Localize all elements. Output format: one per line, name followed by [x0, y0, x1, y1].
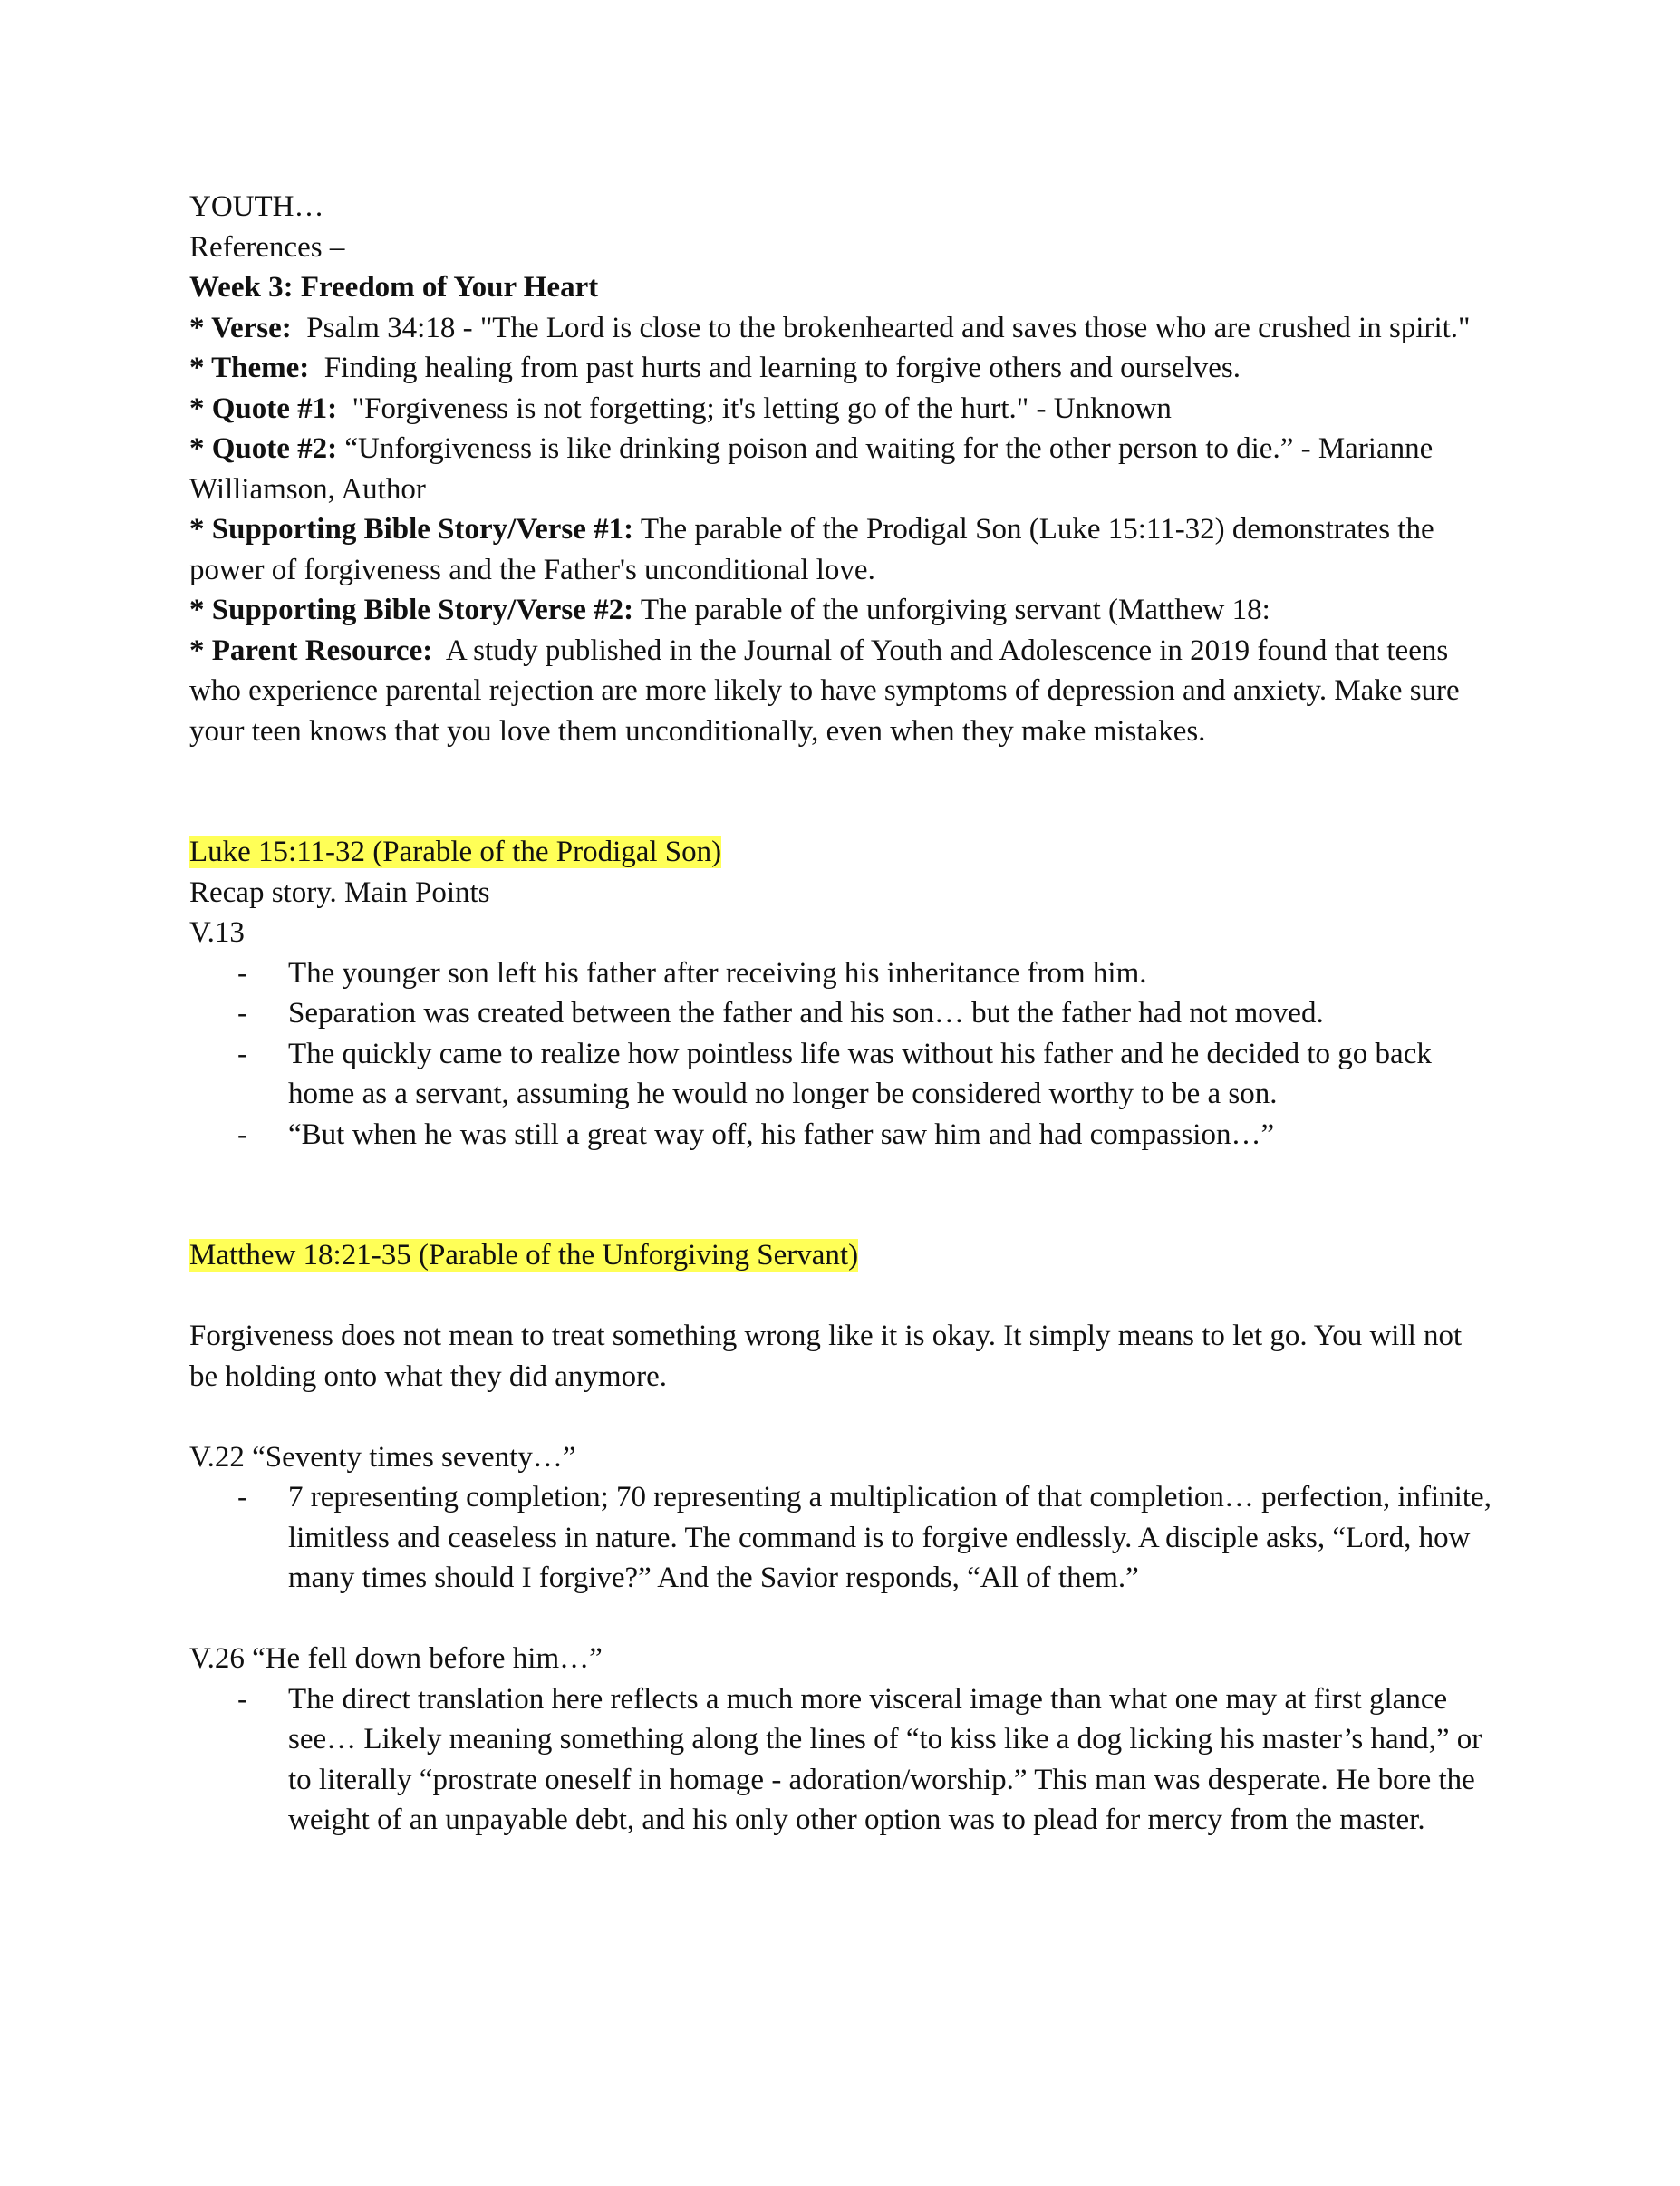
- list-item-text: - The quickly came to realize how pointless life was without his father and he decided to go back home as a servant, assuming he would no longer be considered worthy to be a son.: [288, 1037, 1432, 1110]
- list-item: [189, 1477, 1494, 1599]
- spacer: [189, 751, 1494, 832]
- entry-label: * Theme:: [189, 352, 310, 384]
- entry-text: “Unforgiveness is like drinking poison and waiting for the other person to die.” - Marianne Williamson, Author: [189, 432, 1434, 506]
- references-label: References –: [189, 230, 345, 264]
- entry-supporting-2: [189, 590, 1494, 631]
- list-item: [189, 1034, 1494, 1115]
- matthew-heading: [189, 1235, 1494, 1276]
- doc-title: YOUTH…: [189, 190, 324, 223]
- entry-supporting-1: [189, 509, 1494, 590]
- entry-label: * Supporting Bible Story/Verse #2:: [189, 594, 634, 626]
- entry-parent-resource: [189, 631, 1494, 752]
- entry-text: A study published in the Journal of Youth and Adolescence in 2019 found that teens who experience parental rejection are more likely to have symptoms of depression and anxiety. Make sure your teen knows that you love them unconditionally, even when they make mistakes.: [189, 634, 1460, 748]
- entry-label: * Verse:: [189, 311, 292, 344]
- entry-quote-1: [189, 389, 1494, 430]
- document-body: [189, 187, 1494, 1841]
- entry-label: * Quote #2:: [189, 432, 338, 465]
- spacer: [189, 1276, 1494, 1317]
- list-item: [189, 1115, 1494, 1156]
- entry-text: The parable of the Prodigal Son (Luke 15:11-32) demonstrates the power of forgiveness and the Father's unconditional love.: [189, 513, 1434, 586]
- spacer: [189, 1599, 1494, 1640]
- list-item-text: - 7 representing completion; 70 representing a multiplication of that completion… perfection, infinite, limitless and ceaseless in nature. The command is to forgive endlessly. A disciple asks, “Lord, how many times should I forgive?” And the Savior responds, “All of them.”: [288, 1481, 1492, 1594]
- v22-bullet-list: [189, 1477, 1494, 1599]
- list-item: [189, 993, 1494, 1034]
- entry-verse: [189, 308, 1494, 349]
- list-item-text: - The younger son left his father after receiving his inheritance from him.: [288, 956, 1147, 990]
- spacer: [189, 1155, 1494, 1235]
- v26-bullet-list: [189, 1679, 1494, 1841]
- entry-text: Psalm 34:18 - "The Lord is close to the brokenhearted and saves those who are crushed in spirit.": [306, 311, 1471, 344]
- week-heading: [189, 267, 1494, 308]
- list-item-text: - The direct translation here reflects a much more visceral image than what one may at first glance see… Likely meaning something along the lines of “to kiss like a dog licking his master’s hand,” or to literally “prostrate oneself in homage - adoration/worship.” This man was desperate. He bore the weight of an unpayable debt, and his only other option was to plead for mercy from the master.: [288, 1682, 1482, 1836]
- entry-text: Finding healing from past hurts and learning to forgive others and ourselves.: [323, 352, 1241, 384]
- week-heading-text: Week 3: Freedom of Your Heart: [189, 271, 599, 304]
- luke-bullet-list: [189, 953, 1494, 1156]
- entry-theme: [189, 348, 1494, 389]
- v26-label: V.26 “He fell down before him…”: [189, 1642, 603, 1675]
- entry-label: * Parent Resource:: [189, 634, 433, 667]
- luke-verse-label: V.13: [189, 916, 245, 949]
- list-item-text: - Separation was created between the father and his son… but the father had not moved.: [288, 997, 1324, 1030]
- matthew-heading-highlight: Matthew 18:21-35 (Parable of the Unforgiving Servant): [189, 1239, 859, 1272]
- entry-text: The parable of the unforgiving servant (Matthew 18:: [640, 594, 1270, 626]
- entry-label: * Supporting Bible Story/Verse #1:: [189, 513, 634, 546]
- list-item-text: - “But when he was still a great way off, his father saw him and had compassion…”: [288, 1117, 1275, 1151]
- entry-quote-2: [189, 429, 1494, 509]
- v22-label: V.22 “Seventy times seventy…”: [189, 1440, 576, 1474]
- spacer: [189, 1397, 1494, 1437]
- matthew-intro: Forgiveness does not mean to treat something wrong like it is okay. It simply means to let go. You will not be holding onto what they did anymore.: [189, 1320, 1463, 1393]
- luke-recap: Recap story. Main Points: [189, 875, 490, 909]
- entry-text: "Forgiveness is not forgetting; it's letting go of the hurt." - Unknown: [352, 392, 1172, 425]
- list-item: [189, 1679, 1494, 1841]
- entry-label: * Quote #1:: [189, 392, 338, 425]
- list-item: [189, 953, 1494, 994]
- luke-heading: [189, 832, 1494, 873]
- luke-heading-highlight: Luke 15:11-32 (Parable of the Prodigal Son): [189, 836, 722, 868]
